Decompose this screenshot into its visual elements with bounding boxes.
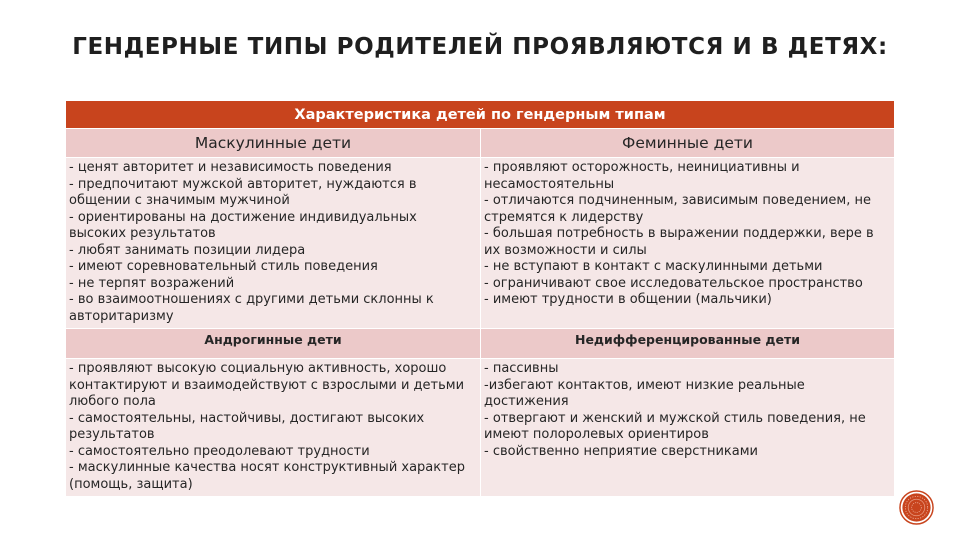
feminine-traits-cell [481, 158, 895, 329]
list-item: - не вступают в контакт с маскулинными детьми [484, 259, 823, 274]
table-caption: Характеристика детей по гендерным типам [66, 101, 895, 129]
masculine-heading: Маскулинные дети [66, 129, 481, 158]
list-item: - ограничивают свое исследовательское пространство [484, 275, 863, 291]
list-item: - пассивны [484, 361, 559, 376]
list-item: - маскулинные качества носят конструктивный характер (помощь, защита) [69, 460, 465, 492]
list-item: - не терпят возражений [69, 275, 235, 291]
table-body-row-2 [66, 359, 895, 497]
circular-emblem-icon [899, 490, 934, 525]
table-header-row [66, 129, 895, 158]
list-item: - проявляют высокую социальную активность, хорошо контактируют и взаимодействуют с взрослыми и детьми любого пола [69, 361, 465, 409]
androgynous-traits-cell [66, 359, 481, 497]
list-item: - ориентированы на достижение индивидуальных высоких результатов [69, 209, 417, 241]
list-item: - ценят авторитет и независимость поведения [69, 160, 392, 175]
list-item: - самостоятельно преодолевают трудности [69, 443, 370, 459]
androgynous-heading: Андрогинные дети [66, 329, 481, 359]
list-item: - во взаимоотношениях с другими детьми склонны к авторитаризму [69, 292, 434, 324]
masculine-traits-cell [66, 158, 481, 329]
feminine-heading: Феминные дети [481, 129, 895, 158]
list-item: - предпочитают мужской авторитет, нуждаются в общении с значимым мужчиной [69, 176, 417, 208]
list-item: - отвергают и женский и мужской стиль поведения, не имеют полоролевых ориентиров [484, 410, 866, 442]
gender-types-table [65, 100, 895, 497]
table-subheader-row [66, 329, 895, 359]
list-item: - свойственно неприятие сверстниками [484, 443, 758, 459]
table-body-row [66, 158, 895, 329]
list-item: - имеют трудности в общении (мальчики) [484, 292, 772, 307]
list-item: - имеют соревновательный стиль поведения [69, 259, 378, 274]
list-item: - самостоятельны, настойчивы, достигают высоких результатов [69, 410, 425, 442]
slide-title: ГЕНДЕРНЫЕ ТИПЫ РОДИТЕЛЕЙ ПРОЯВЛЯЮТСЯ И В ДЕТЯХ: [72, 34, 888, 60]
list-item: - проявляют осторожность, неинициативны и несамостоятельны [484, 160, 800, 192]
list-item: -избегают контактов, имеют низкие реальные достижения [484, 377, 805, 409]
undifferentiated-traits-cell [481, 359, 895, 497]
list-item: - любят занимать позиции лидера [69, 242, 306, 258]
list-item: - отличаются подчиненным, зависимым поведением, не стремятся к лидерству [484, 193, 871, 225]
table-caption-row [66, 101, 895, 129]
list-item: - большая потребность в выражении поддержки, вере в их возможности и силы [484, 226, 874, 258]
undifferentiated-heading: Недифференцированные дети [481, 329, 895, 359]
